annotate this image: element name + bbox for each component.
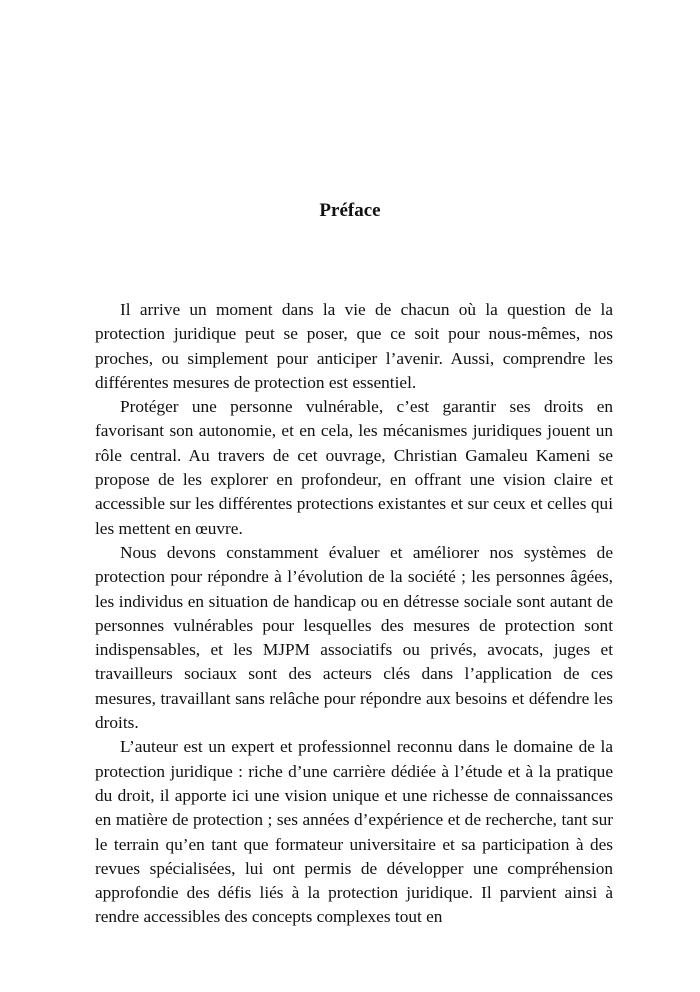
preface-body: [95, 298, 613, 930]
paragraph-3: Nous devons constamment évaluer et améliorer nos systèmes de protection pour répondre à l’évolution de la société ; les personnes âgées, les individus en situation de handicap ou en détresse sociale sont autant de personnes vulnérables pour lesquelles des mesures de protection sont indispensables, et les MJPM associatifs ou privés, avocats, juges et travailleurs sociaux sont des acteurs clés dans l’application de ces mesures, travaillant sans relâche pour répondre aux besoins et défendre les droits.: [95, 542, 613, 733]
paragraph-2: Protéger une personne vulnérable, c’est garantir ses droits en favorisant son autonomie, et en cela, les mécanismes juridiques jouent un rôle central. Au travers de cet ouvrage, Christian Gamaleu Kameni se propose de les explorer en profondeur, en offrant une vision claire et accessible sur les différentes protections existantes et sur ceux et celles qui les mettent en œuvre.: [95, 397, 613, 538]
paragraph-4: L’auteur est un expert et professionnel reconnu dans le domaine de la protection juridique : riche d’une carrière dédiée à l’étude et à la pratique du droit, il apporte ici une vision unique et une richesse de connaissances en matière de protection ; ses années d’expérience et de recherche, tant sur le terrain qu’en tant que formateur universitaire et sa participation à des revues spécialisées, lui ont permis de développer une compréhension approfondie des défis liés à la protection juridique. Il parvient ainsi à rendre accessibles des concepts complexes tout en: [95, 737, 613, 927]
paragraph-1: Il arrive un moment dans la vie de chacun où la question de la protection juridique peut se poser, que ce soit pour nous-mêmes, nos proches, ou simplement pour anticiper l’avenir. Aussi, comprendre les différentes mesures de protection est essentiel.: [95, 300, 613, 392]
page-title: Préface: [319, 200, 381, 221]
